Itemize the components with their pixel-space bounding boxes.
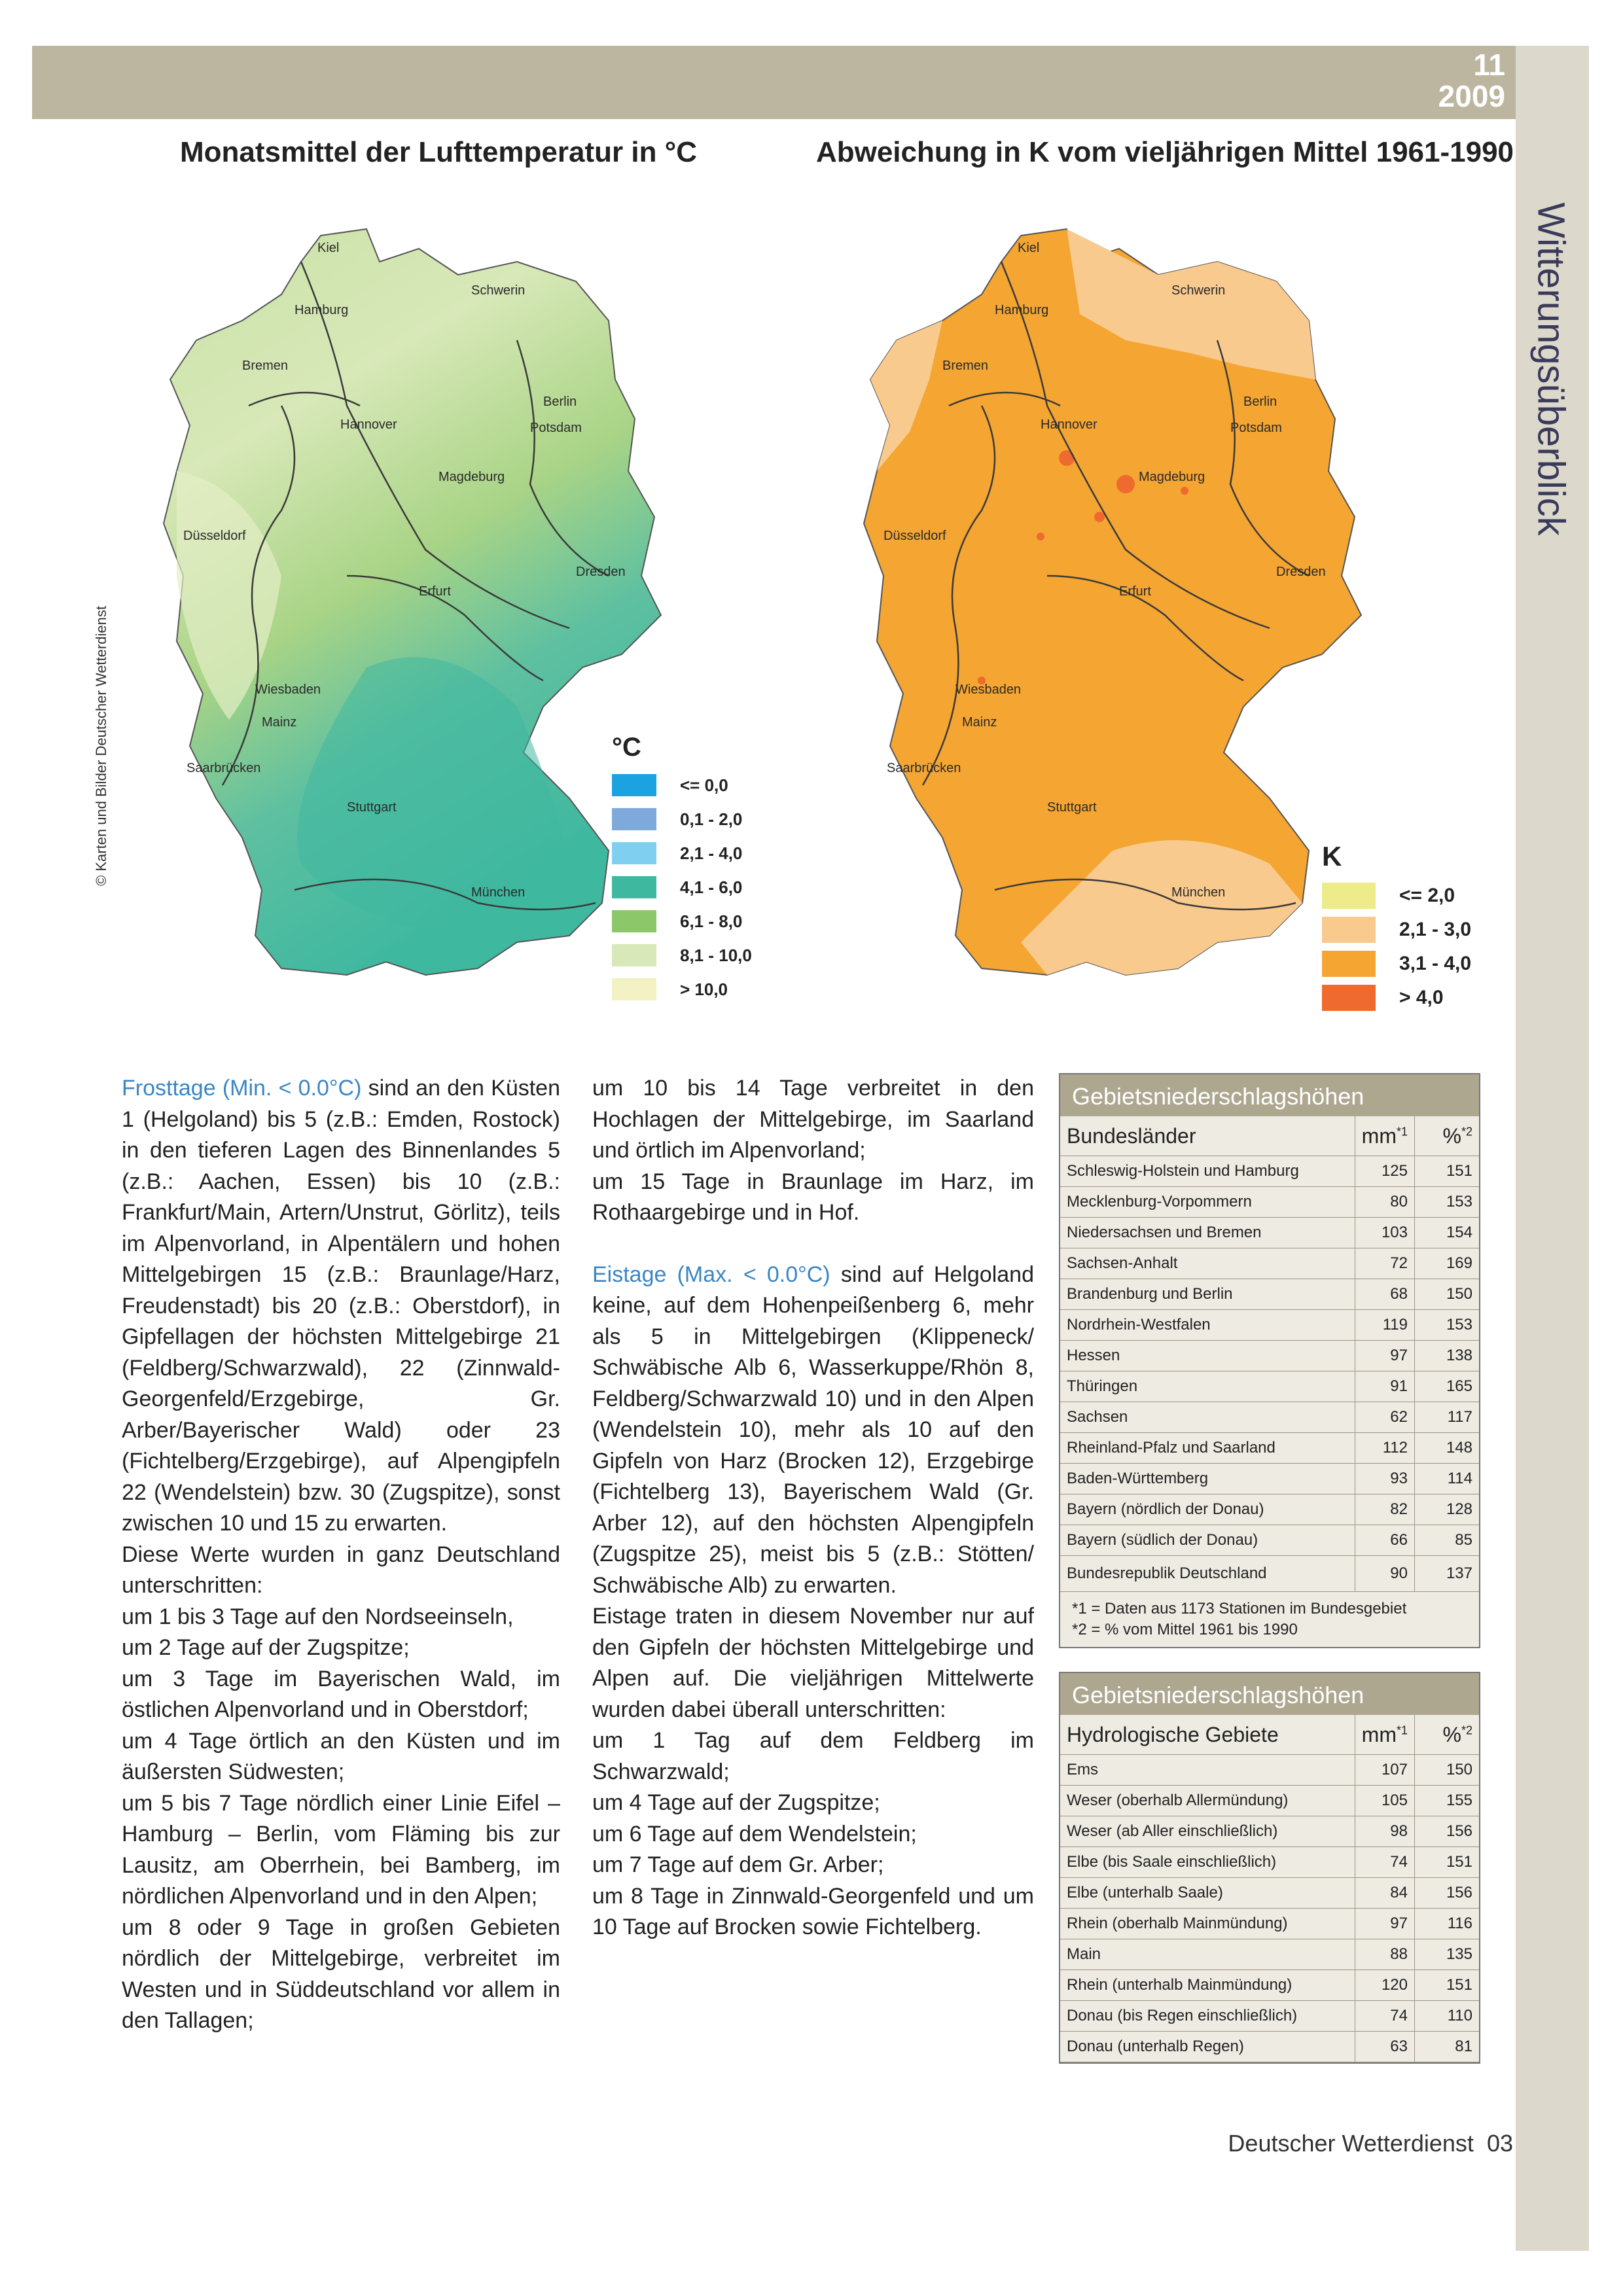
- svg-text:Wiesbaden: Wiesbaden: [255, 682, 321, 697]
- table-row: Weser (ab Aller einschließlich) 98 156: [1060, 1816, 1479, 1847]
- frost-body: sind an den Küsten 1 (Helgoland) bis 5 (z.B.: Emden, Rostock) in den tieferen Lagen des Binnenlandes 5 (z.B.: Aachen, Essen) bis 10 (z.B.: Frankfurt/Main, Artern/Unstrut, Görlitz), teils im Alpenvorland, in Alpentälern und hohen Mittelgebirgen 15 (z.B.: Braunlage/Harz, Freudenstadt) bis 20 (z.B.: Oberstdorf), in Gipfellagen der höchsten Mittelgebirge 21 (Feldberg/Schwarzwald), 22 (Zinnwald-Georgenfeld/Erzgebirge, Gr. Arber/Bayerischer Wald) oder 23 (Fichtelberg/Erzgebirge), auf Alpengipfeln 22 (Wendelstein) bzw. 30 (Zugspitze), sonst zwischen 10 und 15 zu erwarten.: [122, 1076, 560, 1536]
- table-row: Nordrhein-Westfalen 119 153: [1060, 1310, 1479, 1341]
- svg-text:Saarbrücken: Saarbrücken: [887, 761, 961, 775]
- table-header: [1060, 1715, 1479, 1755]
- legend-swatch: [612, 944, 656, 966]
- precip-table-basins: [1059, 1672, 1480, 2064]
- frost-paragraph: [122, 1073, 560, 1540]
- col-mm: $mm^{*1}$: [1355, 1715, 1414, 1755]
- svg-text:Potsdam: Potsdam: [1230, 421, 1282, 435]
- svg-text:Wiesbaden: Wiesbaden: [955, 682, 1022, 697]
- table-row: Bayern (nördlich der Donau) 82 128: [1060, 1494, 1479, 1525]
- col-label: Bundesländer: [1060, 1116, 1355, 1156]
- table-row: Ems 107 150: [1060, 1755, 1479, 1786]
- text-line: um 2 Tage auf der Zugspitze;: [122, 1635, 410, 1660]
- legend-label: <= 0,0: [680, 775, 728, 795]
- svg-text:Dresden: Dresden: [1276, 565, 1326, 579]
- legend-item: [612, 944, 752, 966]
- legend-label: > 10,0: [680, 979, 728, 999]
- legend-item: [612, 978, 752, 1000]
- page-number: 03: [1486, 2130, 1513, 2157]
- map-left-legend: [612, 733, 752, 1012]
- legend-swatch: [612, 774, 656, 796]
- svg-text:Hannover: Hannover: [340, 417, 397, 432]
- table-row: Sachsen 62 117: [1060, 1402, 1479, 1433]
- svg-text:Mainz: Mainz: [962, 715, 997, 730]
- legend-swatch: [1322, 951, 1376, 977]
- text-line: um 4 Tage örtlich an den Küsten und im äußersten Südwesten;: [122, 1728, 560, 1784]
- table-row: Sachsen-Anhalt 72 169: [1060, 1248, 1479, 1279]
- map-right-legend: [1322, 841, 1471, 1019]
- svg-text:Düsseldorf: Düsseldorf: [183, 529, 246, 543]
- legend-swatch: [612, 808, 656, 830]
- table-row: Thüringen 91 165: [1060, 1371, 1479, 1402]
- text-column-1: [122, 1073, 560, 2037]
- issue-year: 2009: [1438, 79, 1505, 113]
- legend-label: 2,1 - 3,0: [1399, 919, 1472, 940]
- issue-number: 11: [1473, 48, 1505, 82]
- text-line: um 1 bis 3 Tage auf den Nordseeinseln,: [122, 1604, 514, 1629]
- table-notes: [1060, 1592, 1479, 1647]
- col-label: Hydrologische Gebiete: [1060, 1715, 1355, 1755]
- legend-swatch: [612, 978, 656, 1000]
- legend-label: 8,1 - 10,0: [680, 945, 752, 965]
- legend-label: > 4,0: [1399, 987, 1444, 1008]
- table-row: Mecklenburg-Vorpommern 80 153: [1060, 1187, 1479, 1218]
- text-line: um 8 oder 9 Tage in großen Gebieten nördlich der Mittelgebirge, verbreitet im Westen und in Süddeutschland vor allem in den Tallagen;: [122, 1915, 560, 2033]
- text-line: um 6 Tage auf dem Wendelstein;: [592, 1821, 917, 1846]
- eis-body: sind auf Helgoland keine, auf dem Hohenpeißenberg 6, mehr als 5 in Mittelgebirgen (Klippeneck/ Schwäbische Alb 6, Wasserkuppe/Rhön 8, Feldberg/Schwarzwald 10) und in den Alpen (Wendelstein 10), mehr als 10 auf den Gipfeln von Harz (Brocken 12), Erzgebirge (Fichtelberg 13), Bayerischem Wald (Gr. Arber 12), auf den höchsten Alpengipfeln (Zugspitze 25), meist bis 5 (z.B.: Stötten/ Schwäbische Alb) zu erwarten.: [592, 1262, 1034, 1598]
- text-line: Eistage traten in diesem November nur auf den Gipfeln der höchsten Mittelgebirge und Alpen auf. Die vieljährigen Mittelwerte wurden dabei überall unterschritten:: [592, 1604, 1034, 1722]
- svg-text:Schwerin: Schwerin: [1171, 283, 1226, 298]
- legend-item: [1322, 951, 1471, 977]
- section-title: Witterungsüberblick: [1529, 202, 1573, 536]
- footer-org: Deutscher Wetterdienst: [1228, 2130, 1474, 2157]
- text-line: um 10 bis 14 Tage verbreitet in den Hochlagen der Mittelgebirge, im Saarland und örtlich im Alpenvorland;: [592, 1076, 1034, 1163]
- paragraph-spacer: [592, 1229, 1034, 1260]
- map-left-title: Monatsmittel der Lufttemperatur in °C: [179, 136, 698, 168]
- table-row: Donau (bis Regen einschließlich) 74 110: [1060, 2001, 1479, 2032]
- legend-item: [612, 842, 752, 864]
- svg-text:Kiel: Kiel: [317, 241, 340, 255]
- col-mm: $mm^{*1}$: [1355, 1116, 1414, 1156]
- col-pct: %$^{*2}$: [1415, 1116, 1480, 1156]
- eis-paragraph: [592, 1260, 1034, 1602]
- table-row: Bayern (südlich der Donau) 66 85: [1060, 1525, 1479, 1556]
- frost-label: Frosttage (Min. < 0.0°C): [122, 1076, 362, 1101]
- svg-text:München: München: [471, 885, 526, 900]
- text-line: Diese Werte wurden in ganz Deutschland unterschritten:: [122, 1542, 560, 1598]
- table-row: Weser (oberhalb Allermündung) 105 155: [1060, 1786, 1479, 1816]
- svg-text:Erfurt: Erfurt: [1119, 584, 1151, 599]
- table-row: Elbe (unterhalb Saale) 84 156: [1060, 1878, 1479, 1909]
- svg-text:Hamburg: Hamburg: [995, 303, 1049, 317]
- svg-text:Stuttgart: Stuttgart: [1047, 800, 1097, 815]
- legend-swatch: [1322, 883, 1376, 909]
- table-total-row: Bundesrepublik Deutschland 90 137: [1060, 1556, 1479, 1592]
- svg-text:Hannover: Hannover: [1041, 417, 1097, 432]
- legend-item: [1322, 883, 1471, 909]
- legend-label: 2,1 - 4,0: [680, 843, 743, 863]
- legend-swatch: [1322, 985, 1376, 1011]
- legend-item: [1322, 985, 1471, 1011]
- copyright-note: © Karten und Bilder Deutscher Wetterdienst: [93, 606, 109, 886]
- svg-text:Dresden: Dresden: [576, 565, 626, 579]
- text-line: um 7 Tage auf dem Gr. Arber;: [592, 1852, 884, 1877]
- table-row: Rheinland-Pfalz und Saarland 112 148: [1060, 1433, 1479, 1464]
- legend-title: K: [1322, 841, 1342, 872]
- legend-label: 6,1 - 8,0: [680, 911, 743, 931]
- legend-label: <= 2,0: [1399, 885, 1455, 906]
- svg-text:Berlin: Berlin: [1243, 395, 1277, 409]
- table-row: Niedersachsen und Bremen 103 154: [1060, 1218, 1479, 1248]
- legend-item: [612, 876, 752, 898]
- table-title: Gebietsniederschlagshöhen: [1060, 1074, 1479, 1116]
- legend-label: 4,1 - 6,0: [680, 877, 743, 897]
- svg-text:München: München: [1171, 885, 1226, 900]
- svg-text:Kiel: Kiel: [1018, 241, 1040, 255]
- legend-swatch: [612, 842, 656, 864]
- text-line: um 8 Tage in Zinnwald-Georgenfeld und um 10 Tage auf Brocken sowie Fichtelberg.: [592, 1883, 1034, 1939]
- legend-item: [1322, 917, 1471, 943]
- legend-item: [612, 774, 752, 796]
- table-row: Hessen 97 138: [1060, 1341, 1479, 1371]
- legend-label: 3,1 - 4,0: [1399, 953, 1472, 974]
- map-right-title-text: Abweichung in K vom vieljährigen Mittel 1961-1990: [815, 136, 1514, 168]
- text-line: um 1 Tag auf dem Feldberg im Schwarzwald;: [592, 1728, 1034, 1784]
- svg-text:Berlin: Berlin: [543, 395, 577, 409]
- svg-text:Saarbrücken: Saarbrücken: [187, 761, 261, 775]
- table-row: Elbe (bis Saale einschließlich) 74 151: [1060, 1847, 1479, 1878]
- legend-label: 0,1 - 2,0: [680, 809, 743, 829]
- svg-text:Schwerin: Schwerin: [471, 283, 526, 298]
- table-row: Donau (unterhalb Regen) 63 81: [1060, 2032, 1479, 2062]
- eis-label: Eistage (Max. < 0.0°C): [592, 1262, 830, 1287]
- table-title: Gebietsniederschlagshöhen: [1060, 1673, 1479, 1715]
- page-footer: [1217, 2130, 1513, 2157]
- svg-text:Erfurt: Erfurt: [419, 584, 451, 599]
- col-pct: %$^{*2}$: [1415, 1715, 1480, 1755]
- precip-table-states: [1059, 1073, 1480, 1648]
- legend-title: °C: [612, 733, 641, 762]
- text-column-2: [592, 1073, 1034, 1943]
- note-2: *2 = % vom Mittel 1961 bis 1990: [1072, 1621, 1298, 1638]
- text-line: um 5 bis 7 Tage nördlich einer Linie Eifel – Hamburg – Berlin, vom Fläming bis zur Lausitz, am Oberrhein, bei Bamberg, im nördlichen Alpenvorland und in den Alpen;: [122, 1790, 560, 1909]
- table-row: Main 88 135: [1060, 1939, 1479, 1970]
- header-band: [32, 46, 1516, 119]
- note-1: *1 = Daten aus 1173 Stationen im Bundesgebiet: [1072, 1600, 1407, 1617]
- table-row: Rhein (oberhalb Mainmündung) 97 116: [1060, 1909, 1479, 1939]
- text-line: um 4 Tage auf der Zugspitze;: [592, 1790, 880, 1815]
- svg-text:Düsseldorf: Düsseldorf: [883, 529, 946, 543]
- legend-item: [612, 910, 752, 932]
- svg-text:Magdeburg: Magdeburg: [438, 470, 505, 484]
- legend-swatch: [1322, 917, 1376, 943]
- table-row: Rhein (unterhalb Mainmündung) 120 151: [1060, 1970, 1479, 2001]
- map-right-title: [812, 134, 1518, 171]
- legend-swatch: [612, 876, 656, 898]
- svg-text:Mainz: Mainz: [262, 715, 297, 730]
- table-row: Baden-Württemberg 93 114: [1060, 1464, 1479, 1494]
- legend-swatch: [612, 910, 656, 932]
- svg-text:Bremen: Bremen: [242, 359, 289, 373]
- text-line: um 15 Tage in Braunlage im Harz, im Rothaargebirge und in Hof.: [592, 1169, 1034, 1225]
- svg-text:Potsdam: Potsdam: [530, 421, 582, 435]
- svg-text:Bremen: Bremen: [942, 359, 989, 373]
- legend-item: [612, 808, 752, 830]
- svg-text:Magdeburg: Magdeburg: [1139, 470, 1205, 484]
- svg-text:Hamburg: Hamburg: [294, 303, 349, 317]
- table-header: [1060, 1116, 1479, 1156]
- svg-text:Stuttgart: Stuttgart: [347, 800, 397, 815]
- table-row: Brandenburg und Berlin 68 150: [1060, 1279, 1479, 1310]
- text-line: um 3 Tage im Bayerischen Wald, im östlichen Alpenvorland und in Oberstdorf;: [122, 1666, 560, 1722]
- table-row: Schleswig-Holstein und Hamburg 125 151: [1060, 1156, 1479, 1187]
